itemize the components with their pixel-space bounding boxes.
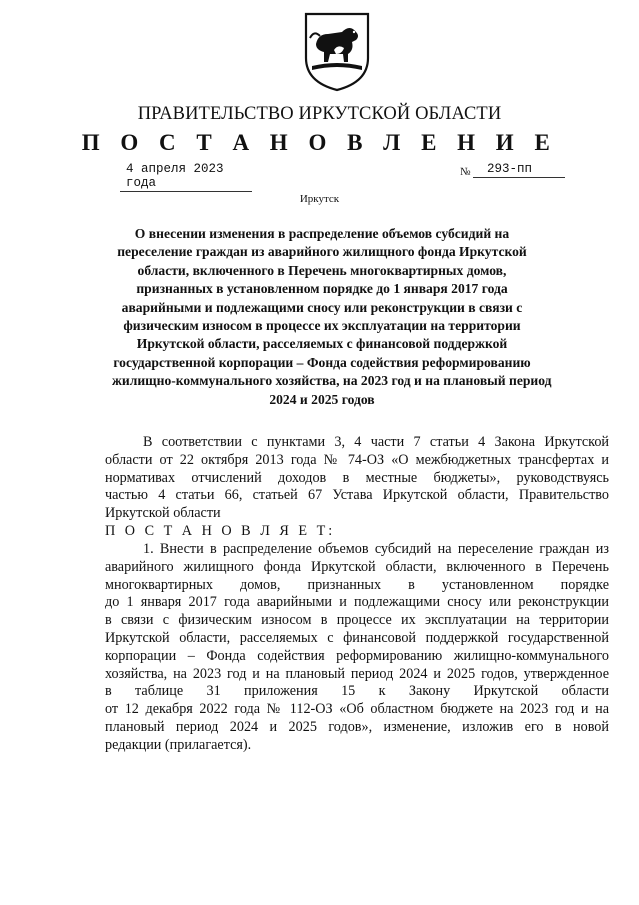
body-line: от 12 декабря 2022 года № 112-ОЗ «Об областном бюджете на 2023 год и на: [105, 701, 609, 718]
document-type: П О С Т А Н О В Л Е Н И Е: [81, 130, 558, 155]
heading-line: О внесении изменения в распределение объемов субсидий на: [134, 226, 510, 241]
body-line: корпорации – Фонда содействия реформированию жилищно-коммунального: [105, 647, 609, 664]
body-line: Иркутской области, расселяемых с финансовой поддержкой государственной: [105, 629, 609, 646]
body-line: в таблице 31 приложения 15 к Закону Иркутской области: [105, 683, 609, 700]
body-line: В соответствии с пунктами 3, 4 части 7 статьи 4 Закона Иркутской: [143, 434, 609, 450]
body-line: плановый период 2024 и 2025 годов», изменение, изложив его в новой: [105, 718, 609, 735]
body-line: редакции (прилагается).: [105, 736, 252, 753]
document-number: 293-пп: [473, 162, 565, 178]
heading-line: аварийными и подлежащими сносу или реконструкции в связи с: [121, 299, 523, 315]
body-line: области от 22 октября 2013 года № 74-ОЗ «О межбюджетных трансфертах и: [105, 451, 609, 468]
document-city: Иркутск: [299, 193, 340, 205]
heading-line: области, включенного в Перечень многоквартирных домов,: [137, 262, 507, 278]
body-line: аварийного жилищного фонда Иркутской области, включенного в Перечень: [105, 558, 609, 575]
heading-line: признанных в установленном порядке до 1 января 2017 года: [136, 281, 508, 297]
body-line: нормативах отчислений доходов в местные бюджеты», руководствуясь: [105, 469, 609, 486]
body-line: частью 4 статьи 66, статьей 67 Устава Иркутской области, Правительство: [105, 487, 609, 504]
heading-line: физическим износом в процессе их эксплуатации на территории: [123, 318, 521, 334]
preamble-paragraph: [105, 434, 609, 523]
heading-line: государственной корпорации – Фонда содействия реформированию: [113, 354, 531, 370]
body-line: в связи с физическим износом в процессе их эксплуатации на территории: [105, 612, 609, 629]
heading-line: переселение граждан из аварийного жилищного фонда Иркутской: [117, 244, 527, 260]
body-line: Иркутской области: [105, 505, 221, 522]
government-title: ПРАВИТЕЛЬСТВО ИРКУТСКОЙ ОБЛАСТИ: [137, 104, 502, 124]
resolves-keyword: П О С Т А Н О В Л Я Е Т:: [105, 523, 336, 539]
irkutsk-coat-of-arms-icon: [298, 10, 376, 92]
document-date: 4 апреля 2023 года: [120, 162, 252, 192]
body-line: до 1 января 2017 года аварийными и подлежащими сносу или реконструкции: [105, 594, 609, 611]
heading-line: Иркутской области, расселяемых с финансовой поддержкой: [136, 336, 508, 352]
item-1-paragraph: [105, 541, 609, 755]
number-sign: №: [460, 166, 471, 178]
body-line: хозяйства, на 2023 год и на плановый период 2024 и 2025 годов, утвержденное: [105, 665, 609, 682]
heading-line: жилищно-коммунального хозяйства, на 2023 год и на плановый период: [112, 373, 552, 389]
body-line: 1. Внести в распределение объемов субсидий на переселение граждан из: [143, 541, 609, 557]
body-line: многоквартирных домов, признанных в установленном порядке: [105, 576, 609, 593]
heading-line: 2024 и 2025 годов: [269, 391, 375, 407]
document-heading: [112, 225, 552, 409]
